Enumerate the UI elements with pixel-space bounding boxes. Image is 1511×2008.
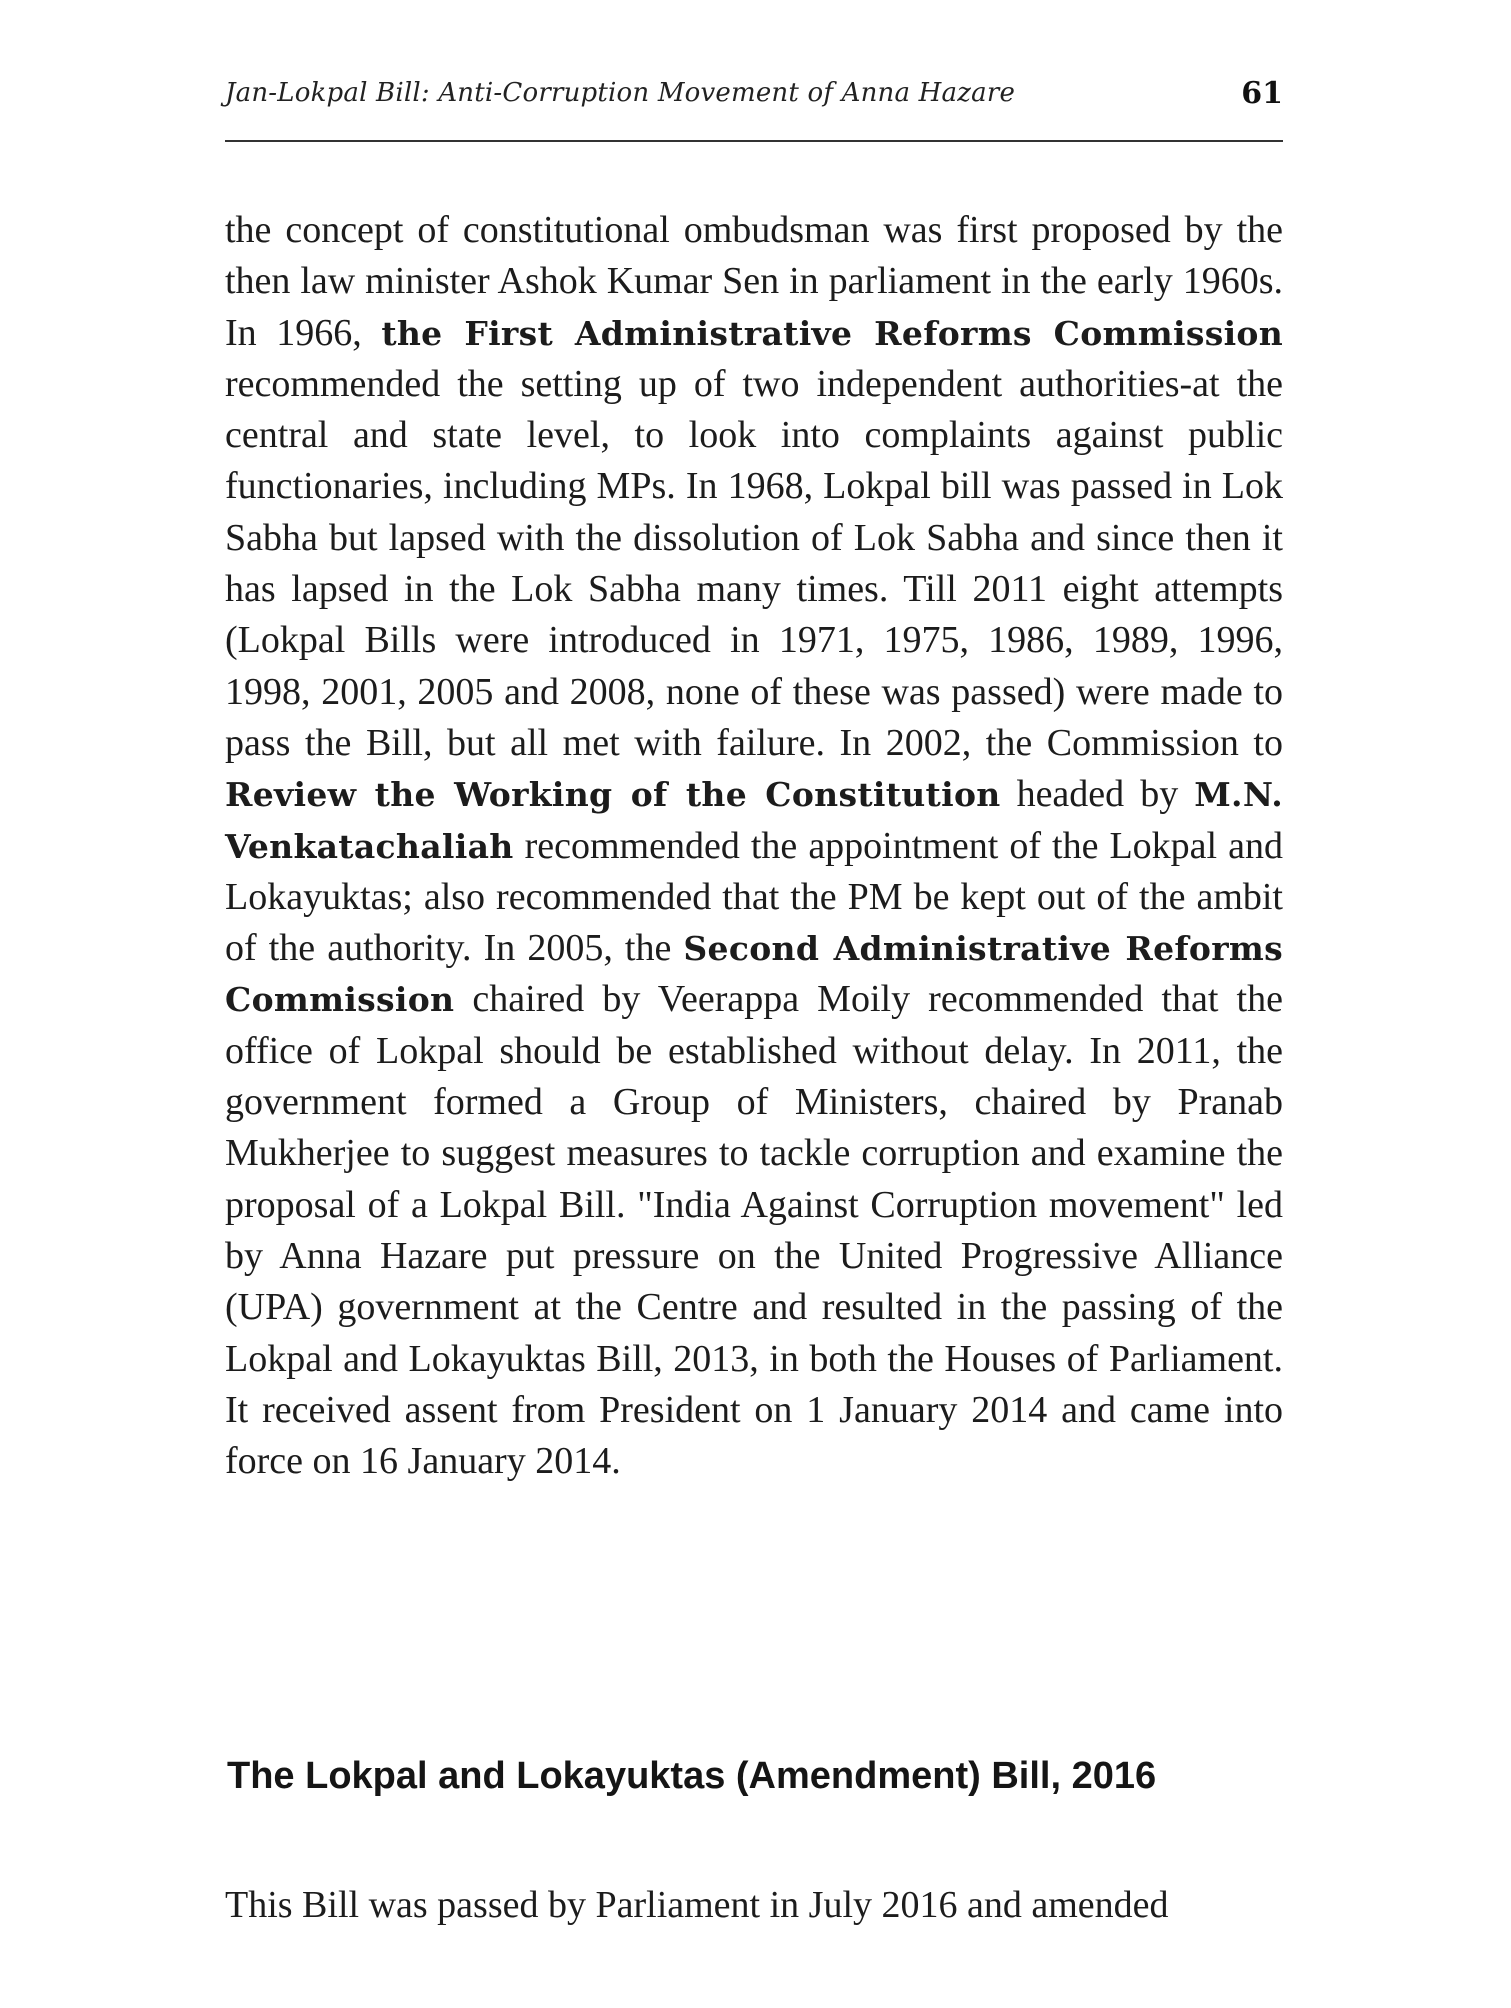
text-span: chaired by Veerappa Moily recommended that the office of Lokpal should be established without delay. In 2011, the government formed a Group of Ministers, chaired by Pranab Mukherjee to suggest measures to tackle corruption and examine the proposal of a Lokpal Bill. "India Against Corruption movement" led by Anna Hazare put pressure on the United Progressive Alliance (UPA) government at the Centre and resulted in the passing of the Lokpal and Lokayuktas Bill, 2013, in both the Houses of Parliament. It received assent from President on 1 January 2014 and came into force on 16 January 2014. (225, 978, 1283, 1483)
paragraph-1 (225, 205, 1283, 1487)
bold-term-second-arc: Second Administrative Reforms Commission (225, 929, 1283, 1020)
section-paragraph: This Bill was passed by Parliament in July 2016 and amended (225, 1884, 1169, 1926)
running-title: Jan-Lokpal Bill: Anti-Corruption Movement of Anna Hazare (225, 78, 1016, 108)
header-rule (225, 140, 1283, 142)
main-paragraph (225, 205, 1283, 1487)
text-span: the concept of constitutional ombudsman was first proposed by the then law minister Ashok Kumar Sen in parliament in the early 1960s. In 1966, (225, 209, 1283, 354)
bold-term-first-arc: the First Administrative Reforms Commission (381, 313, 1284, 353)
running-header (225, 78, 1283, 118)
page-number: 61 (1241, 76, 1283, 111)
text-span: recommended the setting up of two independent authorities-at the central and state level, to look into complaints against public functionaries, including MPs. In 1968, Lokpal bill was passed in Lok Sabha but lapsed with the dissolution of Lok Sabha and since then it has lapsed in the Lok Sabha many times. Till 2011 eight attempts (Lokpal Bills were introduced in 1971, 1975, 1986, 1989, 1996, 1998, 2001, 2005 and 2008, none of these was passed) were made to pass the Bill, but all met with failure. In 2002, the Commission to (225, 362, 1283, 764)
bold-term-review-commission: Review the Working of the Constitution (225, 775, 1001, 815)
text-span: recommended the appointment of the Lokpal and Lokayuktas; also recommended that the PM be kept out of the ambit of the authority. In 2005, the (225, 824, 1283, 970)
text-span: headed by (1000, 773, 1195, 816)
bold-term-venkatachaliah: M.N. Venkatachaliah (225, 775, 1283, 866)
section-heading: The Lokpal and Lokayuktas (Amendment) Bill, 2016 (227, 1755, 1157, 1797)
